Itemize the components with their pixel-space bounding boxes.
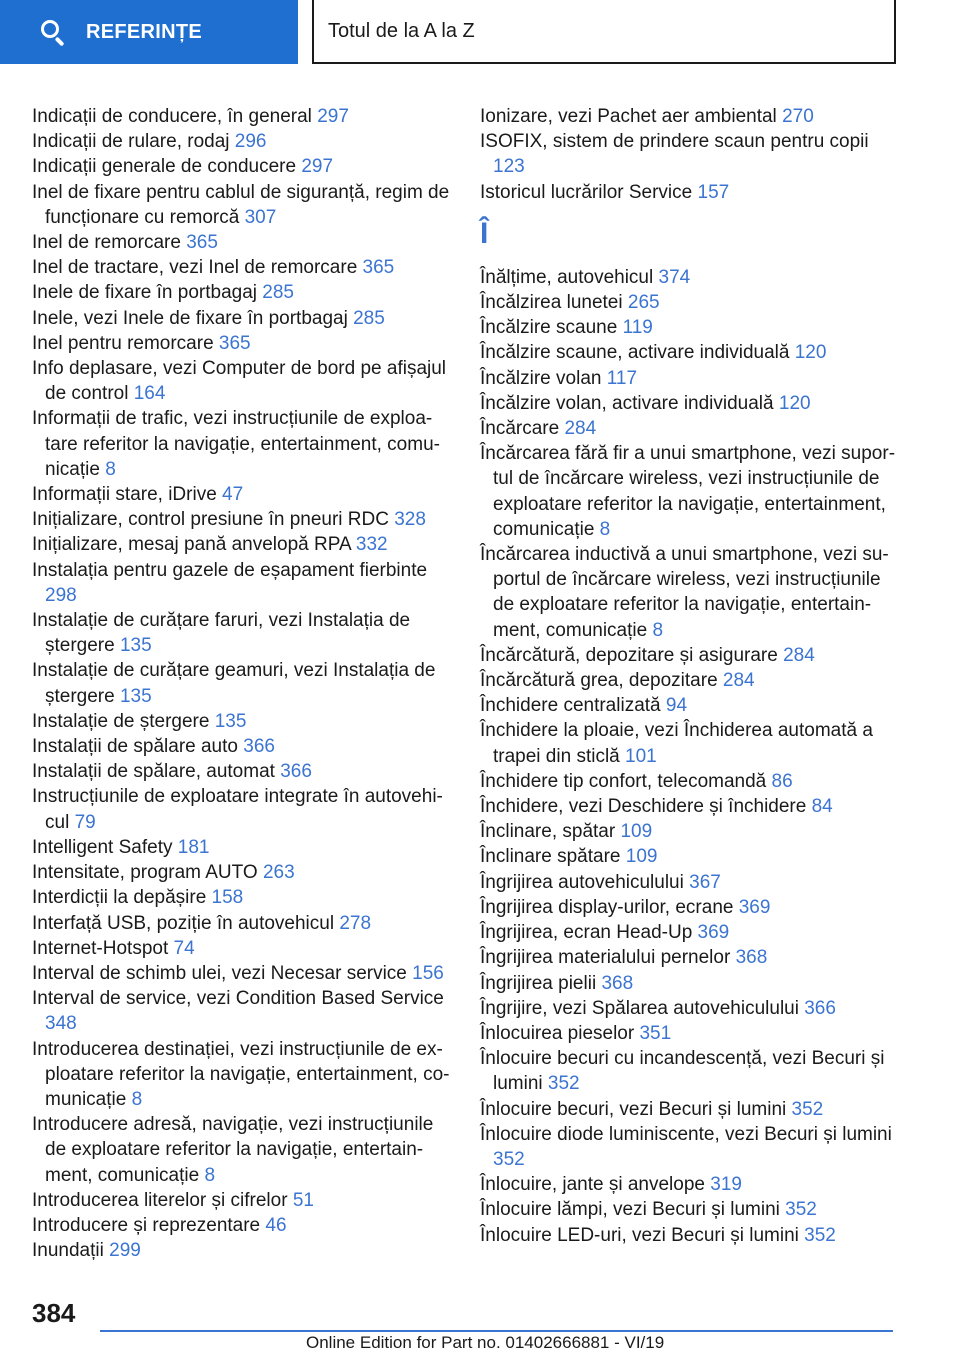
page-reference-link[interactable]: 297 bbox=[317, 106, 349, 127]
index-entry bbox=[32, 306, 452, 331]
entry-text: Indicații generale de conducere bbox=[32, 156, 302, 178]
page-reference-link[interactable]: 181 bbox=[177, 836, 210, 858]
page-reference-link[interactable]: 109 bbox=[625, 846, 658, 868]
entry-text: Instalație de ștergere bbox=[32, 710, 215, 732]
entry-text: Înlocuire diode luminiscente, vezi Becuri și lumini bbox=[480, 1123, 892, 1145]
page-header bbox=[0, 0, 960, 66]
entry-text: Înlocuire LED-uri, vezi Becuri și lumini bbox=[480, 1224, 805, 1246]
entry-text: Interfață USB, poziție în autovehicul bbox=[32, 912, 340, 934]
entry-text: Încărcătură, depozitare și asigurare bbox=[480, 644, 784, 666]
index-entry bbox=[32, 911, 452, 936]
index-entry bbox=[32, 356, 452, 406]
entry-text: Inel de fixare pentru cablul de siguranță, regim de funcționare cu remorcă bbox=[32, 181, 450, 228]
index-entry bbox=[480, 416, 900, 441]
index-entry bbox=[480, 1197, 900, 1222]
entry-text: Îngrijirea display-urilor, ecrane bbox=[480, 896, 739, 918]
page-reference-link[interactable]: 369 bbox=[697, 922, 730, 944]
index-column-left bbox=[32, 104, 452, 1263]
page-reference-link[interactable]: 352 bbox=[791, 1098, 824, 1120]
page-reference-link[interactable]: 365 bbox=[186, 232, 218, 254]
index-entry bbox=[480, 290, 900, 315]
page-reference-link[interactable]: 319 bbox=[710, 1174, 742, 1196]
entry-text: Inele de fixare în portbagaj bbox=[32, 282, 263, 304]
page-reference-link[interactable]: 368 bbox=[735, 947, 768, 969]
entry-text: Încălzire volan bbox=[480, 367, 607, 389]
edition-text: Online Edition for Part no. 01402666881 - VI/19 bbox=[306, 1333, 665, 1352]
index-column-right bbox=[480, 104, 900, 1248]
index-entry bbox=[480, 1223, 900, 1248]
entry-text: Înclinare, spătar bbox=[480, 821, 621, 843]
page-reference-link[interactable]: 366 bbox=[280, 761, 312, 783]
entry-text: Încălzire scaune, activare individuală bbox=[480, 342, 795, 364]
entry-text: Înlocuire lămpi, vezi Becuri și lumini bbox=[480, 1199, 786, 1221]
page-reference-link[interactable]: 352 bbox=[804, 1224, 836, 1246]
page-reference-link[interactable]: 366 bbox=[243, 736, 275, 758]
entry-text: Informații de trafic, vezi instrucțiunile de exploatare referitor la navigație, entertainment, comunicație bbox=[32, 408, 440, 480]
page-reference-link[interactable]: 8 bbox=[599, 518, 611, 540]
page-reference-link[interactable]: 156 bbox=[412, 962, 444, 984]
index-entry bbox=[480, 920, 900, 945]
page-reference-link[interactable]: 8 bbox=[105, 458, 116, 480]
index-entry bbox=[480, 340, 900, 365]
page-reference-link[interactable]: 352 bbox=[493, 1148, 525, 1170]
page-reference-link[interactable]: 135 bbox=[119, 635, 152, 657]
index-entry bbox=[480, 769, 900, 794]
page-reference-link[interactable]: 365 bbox=[362, 257, 395, 279]
index-group-i bbox=[480, 104, 900, 205]
page-reference-link[interactable]: 51 bbox=[292, 1189, 314, 1211]
index-entry bbox=[480, 971, 900, 996]
page-reference-link[interactable]: 270 bbox=[782, 106, 814, 127]
index-entry bbox=[32, 608, 452, 658]
page-reference-link[interactable]: 263 bbox=[262, 862, 295, 884]
index-entry bbox=[480, 315, 900, 340]
entry-text: Informații stare, iDrive bbox=[32, 484, 223, 506]
page-reference-link[interactable]: 8 bbox=[652, 619, 664, 641]
entry-text: Inele, vezi Inele de fixare în portbagaj bbox=[32, 307, 354, 329]
entry-text: Încărcarea inductivă a unui smartphone, vezi suportul de încărcare wireless, vezi instrucțiunile de exploatare referitor la navigație, entertainment, comunicație bbox=[480, 544, 889, 641]
entry-text: Încărcare bbox=[480, 418, 565, 440]
index-entry bbox=[32, 331, 452, 356]
page-reference-link[interactable]: 119 bbox=[622, 317, 653, 339]
page-reference-link[interactable]: 265 bbox=[627, 292, 660, 314]
index-group-i-circumflex bbox=[480, 265, 900, 1248]
index-entry bbox=[32, 658, 452, 708]
entry-text: Instalație de curățare geamuri, vezi Instalația de ștergere bbox=[32, 660, 436, 707]
entry-text: Îngrijirea autovehiculului bbox=[480, 871, 690, 893]
page-reference-link[interactable]: 328 bbox=[394, 509, 426, 531]
entry-text: Încălzire volan, activare individuală bbox=[480, 392, 779, 414]
entry-text: Instalații de spălare, automat bbox=[32, 761, 281, 783]
index-entry bbox=[32, 936, 452, 961]
index-entry bbox=[32, 734, 452, 759]
page-reference-link[interactable]: 101 bbox=[625, 745, 657, 767]
index-entry bbox=[32, 709, 452, 734]
page-reference-link[interactable]: 123 bbox=[493, 156, 525, 178]
page-reference-link[interactable]: 8 bbox=[204, 1164, 216, 1186]
index-entry bbox=[480, 819, 900, 844]
page-reference-link[interactable]: 158 bbox=[211, 887, 244, 909]
entry-text: Îngrijire, vezi Spălarea autovehiculului bbox=[480, 997, 805, 1019]
page-reference-link[interactable]: 94 bbox=[665, 695, 688, 717]
entry-text: Inel de tractare, vezi Inel de remorcare bbox=[32, 257, 363, 279]
index-entry bbox=[32, 180, 452, 230]
index-entry bbox=[32, 1213, 452, 1238]
index-entry bbox=[480, 265, 900, 290]
index-entry bbox=[480, 870, 900, 895]
page-reference-link[interactable]: 120 bbox=[778, 392, 811, 414]
index-entry bbox=[32, 129, 452, 154]
index-entry bbox=[480, 104, 900, 129]
entry-text: Interval de service, vezi Condition Based Service bbox=[32, 988, 444, 1010]
page-reference-link[interactable]: 366 bbox=[804, 997, 836, 1019]
page-reference-link[interactable]: 164 bbox=[133, 383, 166, 405]
index-entry bbox=[32, 1238, 452, 1263]
page-reference-link[interactable]: 348 bbox=[45, 1013, 77, 1035]
index-entry bbox=[480, 391, 900, 416]
entry-text: Îngrijirea pielii bbox=[480, 972, 602, 994]
page-reference-link[interactable]: 8 bbox=[131, 1088, 143, 1110]
page-reference-link[interactable]: 285 bbox=[353, 307, 385, 329]
index-entry bbox=[480, 1172, 900, 1197]
index-entry bbox=[32, 1037, 452, 1113]
entry-text: Înălțime, autovehicul bbox=[480, 266, 659, 288]
entry-text: Instalația pentru gazele de eșapament fierbinte bbox=[32, 559, 428, 581]
chapter-title: Totul de la A la Z bbox=[312, 0, 896, 64]
entry-text: Îngrijirea, ecran Head-Up bbox=[480, 922, 698, 944]
index-entry bbox=[480, 895, 900, 920]
page-reference-link[interactable]: 284 bbox=[783, 644, 815, 666]
page-reference-link[interactable]: 47 bbox=[222, 484, 244, 506]
page-reference-link[interactable]: 368 bbox=[601, 972, 634, 994]
page-reference-link[interactable]: 352 bbox=[547, 1073, 580, 1095]
index-entry bbox=[32, 1188, 452, 1213]
page-reference-link[interactable]: 135 bbox=[119, 685, 152, 707]
entry-text: Inițializare, control presiune în pneuri RDC bbox=[32, 509, 395, 531]
index-entry bbox=[480, 693, 900, 718]
page-reference-link[interactable]: 135 bbox=[214, 710, 247, 732]
index-entry bbox=[32, 406, 452, 482]
entry-text: Interdicții la depășire bbox=[32, 887, 212, 909]
entry-text: Închidere tip confort, telecomandă bbox=[480, 770, 772, 792]
entry-text: Instalații de spălare auto bbox=[32, 736, 244, 758]
page-reference-link[interactable]: 120 bbox=[794, 342, 827, 364]
page-reference-link[interactable]: 284 bbox=[564, 418, 597, 440]
index-entry bbox=[480, 844, 900, 869]
entry-text: Inundații bbox=[32, 1240, 110, 1262]
index-entry bbox=[32, 280, 452, 305]
entry-text: Încărcătură grea, depozitare bbox=[480, 670, 723, 692]
page-reference-link[interactable]: 46 bbox=[265, 1214, 287, 1236]
entry-text: Inițializare, mesaj pană anvelopă RPA bbox=[32, 534, 356, 556]
index-entry bbox=[32, 1112, 452, 1188]
page-reference-link[interactable]: 84 bbox=[811, 796, 833, 818]
entry-text: Înclinare spătare bbox=[480, 846, 626, 868]
entry-text: Înlocuirea pieselor bbox=[480, 1022, 640, 1044]
page-reference-link[interactable]: 285 bbox=[262, 282, 294, 304]
page-reference-link[interactable]: 351 bbox=[639, 1022, 672, 1044]
index-entry bbox=[32, 784, 452, 834]
index-entry bbox=[32, 961, 452, 986]
section-tab-referinte[interactable] bbox=[0, 0, 298, 64]
entry-text: Istoricul lucrărilor Service bbox=[480, 181, 698, 203]
index-entry bbox=[480, 945, 900, 970]
entry-text: Închidere centralizată bbox=[480, 695, 666, 717]
entry-text: Indicații de rulare, rodaj bbox=[32, 131, 235, 153]
page-reference-link[interactable]: 365 bbox=[218, 332, 251, 354]
page-reference-link[interactable]: 74 bbox=[173, 937, 195, 959]
entry-text: Încălzire scaune bbox=[480, 317, 623, 339]
entry-text: Introducere și reprezentare bbox=[32, 1214, 266, 1236]
index-entry bbox=[480, 180, 900, 205]
entry-text: Îngrijirea materialului pernelor bbox=[480, 947, 736, 969]
entry-text: Instalație de curățare faruri, vezi Instalația de ștergere bbox=[32, 610, 411, 657]
index-entry bbox=[480, 1097, 900, 1122]
index-entry bbox=[32, 885, 452, 910]
entry-text: Indicații de conducere, în general bbox=[32, 106, 318, 127]
entry-text: Închidere la ploaie, vezi Închiderea automată a trapei din sticlă bbox=[480, 720, 873, 767]
index-entry bbox=[32, 482, 452, 507]
index-entry bbox=[480, 643, 900, 668]
entry-text: Inel de remorcare bbox=[32, 232, 187, 254]
index-entry bbox=[32, 230, 452, 255]
index-entry bbox=[480, 1122, 900, 1172]
index-entry bbox=[32, 558, 452, 608]
index-entry bbox=[480, 1046, 900, 1096]
page-reference-link[interactable]: 307 bbox=[244, 206, 277, 228]
page-number: 384 bbox=[32, 1298, 76, 1328]
entry-text: Inel pentru remorcare bbox=[32, 332, 219, 354]
page-reference-link[interactable]: 278 bbox=[339, 912, 372, 934]
index-entry bbox=[32, 154, 452, 179]
page-reference-link[interactable]: 284 bbox=[722, 670, 755, 692]
index-entry bbox=[32, 104, 452, 129]
letter-heading: Î bbox=[480, 216, 489, 250]
index-entry bbox=[480, 542, 900, 643]
entry-text: ISOFIX, sistem de prindere scaun pentru copii bbox=[480, 131, 869, 153]
page-reference-link[interactable]: 298 bbox=[45, 584, 77, 606]
entry-text: Intelligent Safety bbox=[32, 836, 178, 858]
page-reference-link[interactable]: 332 bbox=[355, 534, 388, 556]
page-reference-link[interactable]: 374 bbox=[658, 266, 691, 288]
page-reference-link[interactable]: 369 bbox=[738, 896, 771, 918]
index-entry bbox=[480, 1021, 900, 1046]
page-reference-link[interactable]: 297 bbox=[301, 156, 334, 178]
index-entry bbox=[480, 718, 900, 768]
index-entry bbox=[480, 794, 900, 819]
index-entry bbox=[32, 759, 452, 784]
page-reference-link[interactable]: 367 bbox=[689, 871, 721, 893]
footer-divider bbox=[100, 1330, 893, 1332]
entry-text: Internet-Hotspot bbox=[32, 937, 174, 959]
search-icon bbox=[40, 19, 66, 45]
page-reference-link[interactable]: 299 bbox=[109, 1240, 141, 1262]
page-reference-link[interactable]: 109 bbox=[620, 821, 653, 843]
page-reference-link[interactable]: 157 bbox=[697, 181, 730, 203]
page-reference-link[interactable]: 86 bbox=[771, 770, 793, 792]
index-entry bbox=[480, 668, 900, 693]
page-reference-link[interactable]: 352 bbox=[785, 1199, 817, 1221]
entry-text: Înlocuire becuri cu incandescență, vezi Becuri și lumini bbox=[480, 1048, 885, 1095]
index-entry bbox=[32, 507, 452, 532]
entry-text: Instrucțiunile de exploatare integrate în autovehicul bbox=[32, 786, 443, 833]
entry-text: Închidere, vezi Deschidere și închidere bbox=[480, 796, 812, 818]
entry-text: Introducerea destinației, vezi instrucțiunile de exploatare referitor la navigație, entertainment, comunicație bbox=[32, 1038, 450, 1110]
entry-text: Intensitate, program AUTO bbox=[32, 862, 263, 884]
index-entry bbox=[32, 255, 452, 280]
entry-text: Ionizare, vezi Pachet aer ambiental bbox=[480, 106, 783, 127]
page-reference-link[interactable]: 117 bbox=[606, 367, 638, 389]
index-entry bbox=[32, 986, 452, 1036]
entry-text: Încărcarea fără fir a unui smartphone, vezi suportul de încărcare wireless, vezi instrucțiunile de exploatare referitor la navigație, entertainment, comunicație bbox=[480, 443, 896, 540]
entry-text: Introducere adresă, navigație, vezi instrucțiunile de exploatare referitor la navigație, entertainment, comunicație bbox=[32, 1114, 434, 1186]
index-entry bbox=[32, 532, 452, 557]
section-label: REFERINȚE bbox=[86, 20, 203, 43]
page-reference-link[interactable]: 296 bbox=[234, 131, 267, 153]
index-entry bbox=[480, 366, 900, 391]
entry-text: Introducerea literelor și cifrelor bbox=[32, 1189, 293, 1211]
index-entry bbox=[32, 835, 452, 860]
entry-text: Încălzirea lunetei bbox=[480, 292, 628, 314]
entry-text: Înlocuire, jante și anvelope bbox=[480, 1174, 711, 1196]
index-entry bbox=[480, 129, 900, 179]
index-entry bbox=[480, 996, 900, 1021]
index-entry bbox=[32, 860, 452, 885]
page-reference-link[interactable]: 79 bbox=[74, 811, 96, 833]
index-entry bbox=[480, 441, 900, 542]
entry-text: Info deplasare, vezi Computer de bord pe afișajul de control bbox=[32, 358, 447, 405]
entry-text: Interval de schimb ulei, vezi Necesar service bbox=[32, 962, 413, 984]
entry-text: Înlocuire becuri, vezi Becuri și lumini bbox=[480, 1098, 792, 1120]
